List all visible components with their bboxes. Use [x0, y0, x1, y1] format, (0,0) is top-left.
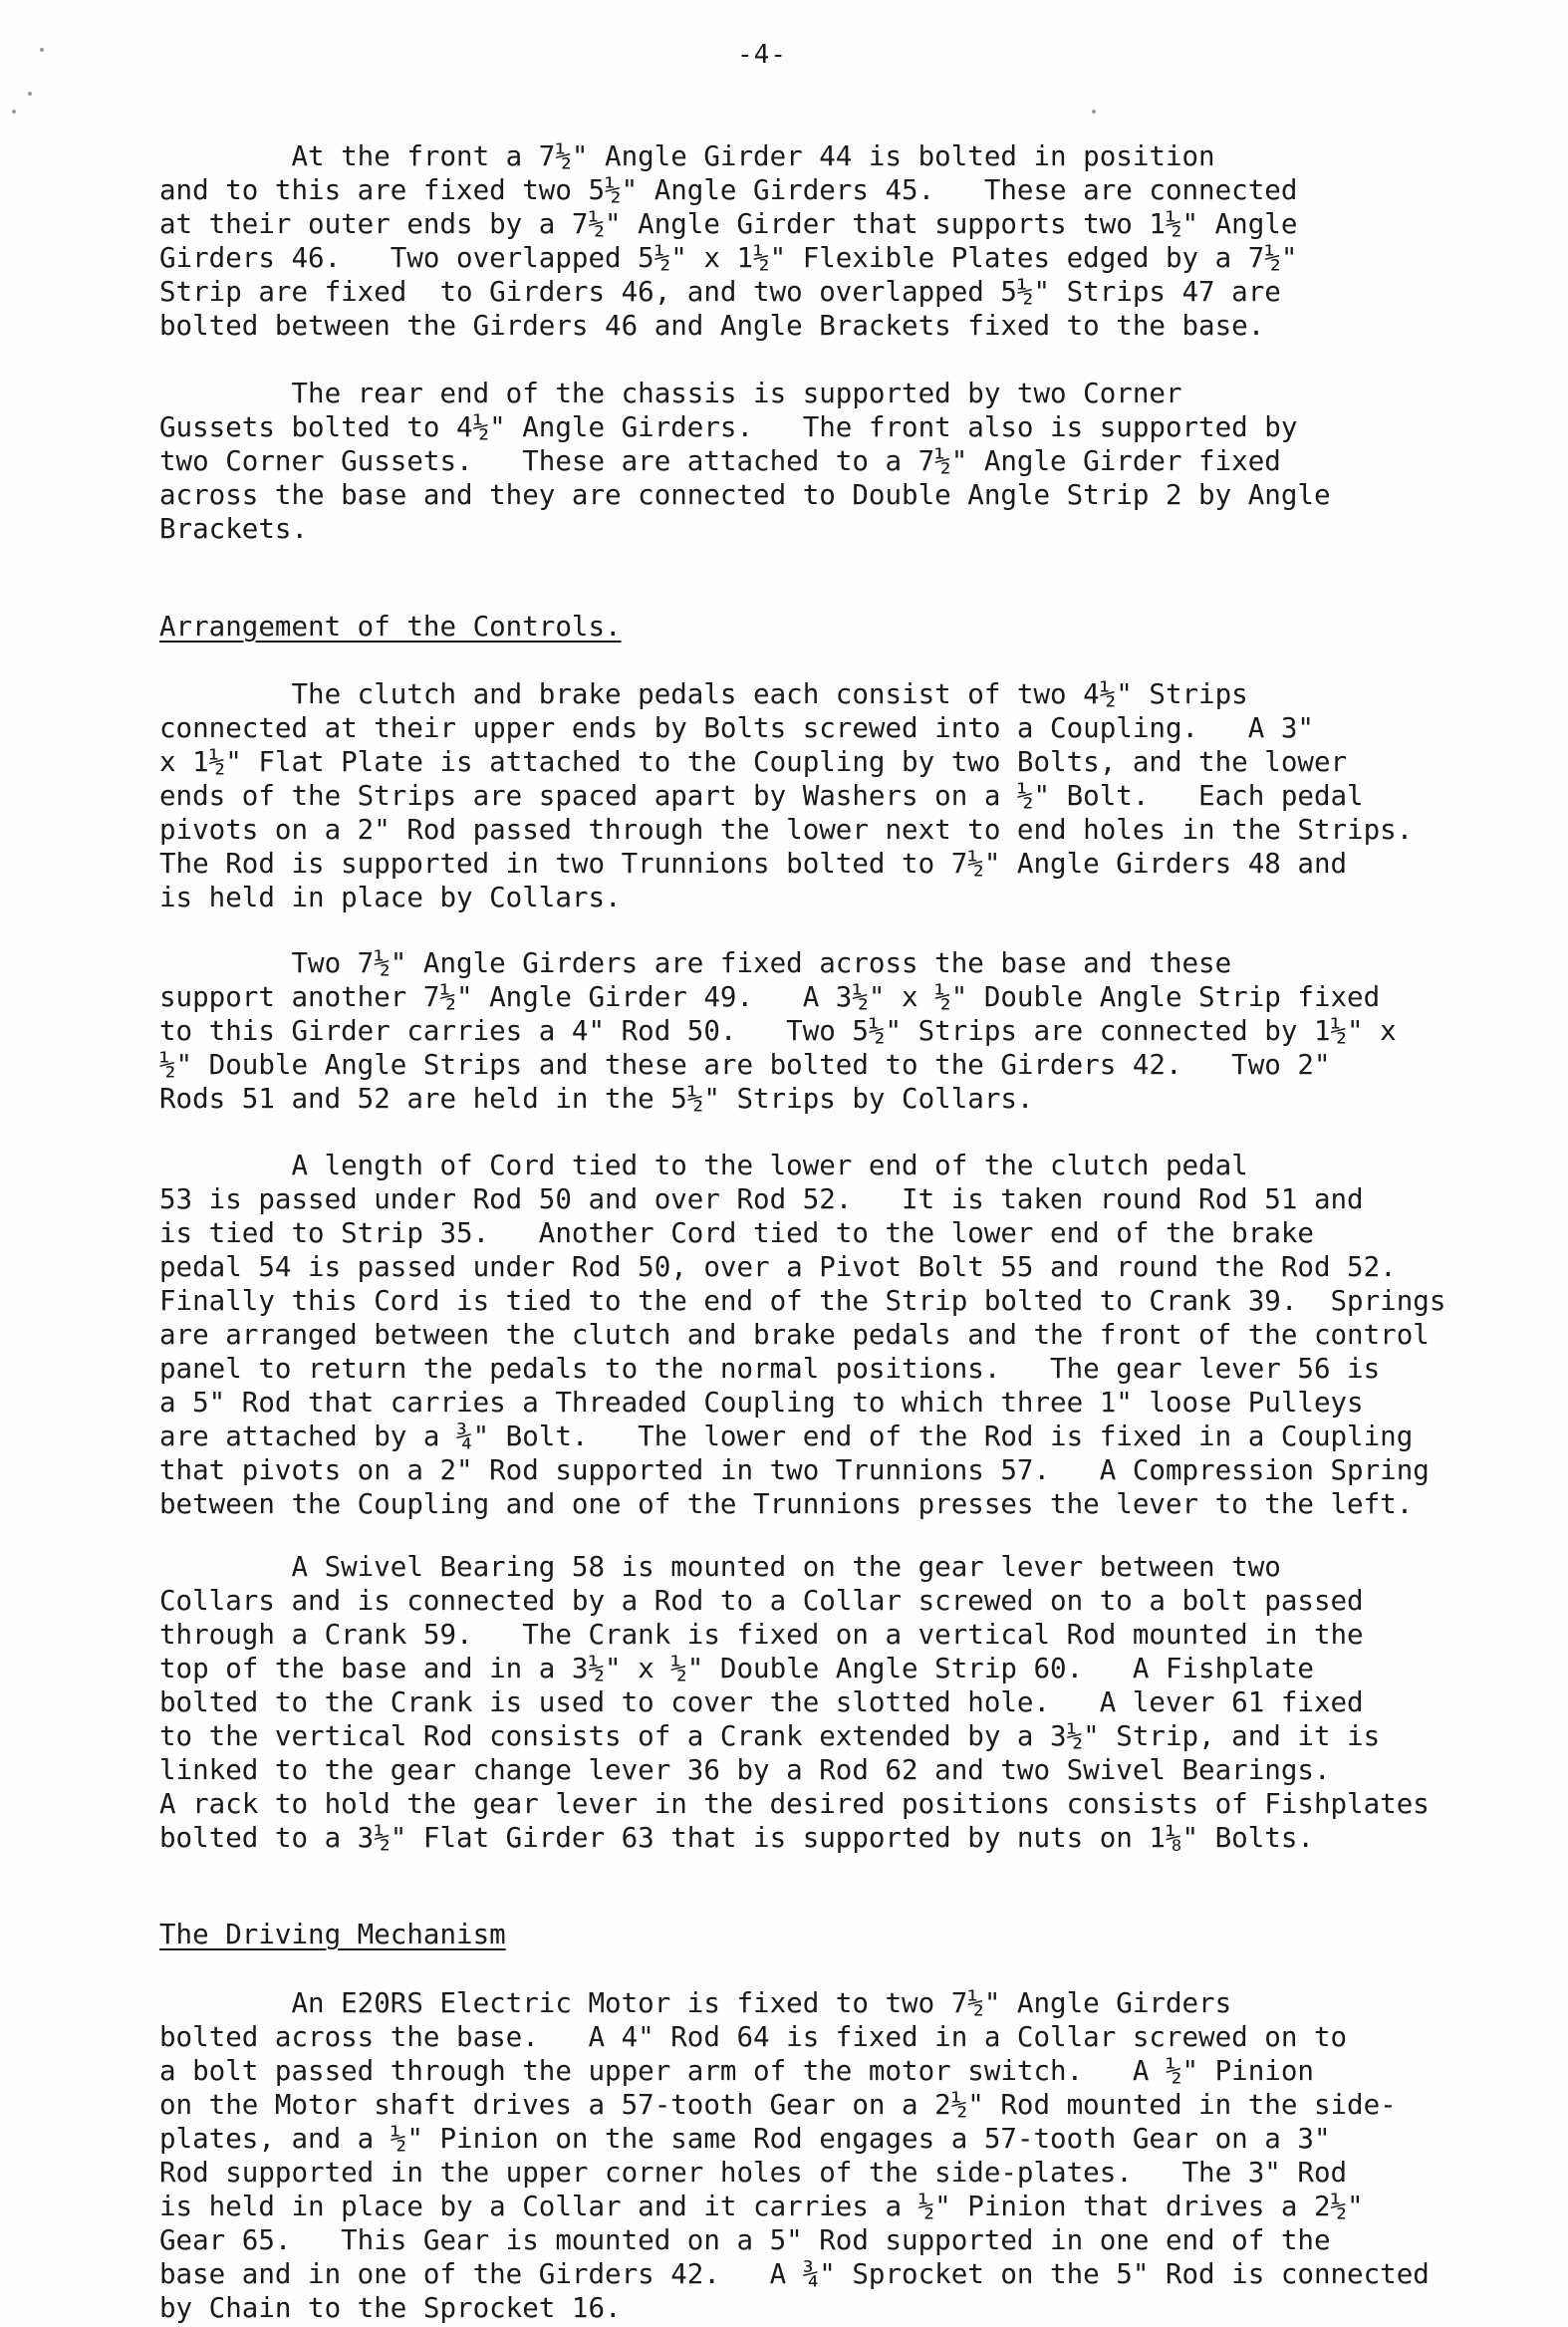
paper-speck	[12, 110, 16, 114]
text-line: Finally this Cord is tied to the end of the Strip bolted to Crank 39. Springs	[159, 1285, 1446, 1317]
text-line: Gussets bolted to 4½" Angle Girders. The front also is supported by	[159, 411, 1298, 443]
text-line: Brackets.	[159, 513, 309, 545]
text-line: ½" Double Angle Strips and these are bolted to the Girders 42. Two 2"	[159, 1049, 1331, 1081]
text-line: and to this are fixed two 5½" Angle Girders 45. These are connected	[159, 174, 1298, 206]
text-line: on the Motor shaft drives a 57-tooth Gear on a 2½" Rod mounted in the side-	[159, 2089, 1397, 2121]
text-line: between the Coupling and one of the Trunnions presses the lever to the left.	[159, 1488, 1414, 1520]
paper-speck	[28, 92, 32, 96]
text-line: is held in place by a Collar and it carries a ½" Pinion that drives a 2½"	[159, 2191, 1364, 2222]
section-heading-driving-mechanism: The Driving Mechanism	[159, 1919, 506, 1950]
text-line: connected at their upper ends by Bolts screwed into a Coupling. A 3"	[159, 712, 1314, 744]
text-line: x 1½" Flat Plate is attached to the Coupling by two Bolts, and the lower	[159, 746, 1348, 778]
paper-speck	[40, 48, 44, 52]
paragraph-front-girders	[159, 139, 1474, 343]
text-line: a 5" Rod that carries a Threaded Coupling to which three 1" loose Pulleys	[159, 1387, 1364, 1419]
text-line: Girders 46. Two overlapped 5½" x 1½" Flexible Plates edged by a 7½"	[159, 242, 1298, 274]
text-line: are arranged between the clutch and brake pedals and the front of the control	[159, 1319, 1430, 1351]
text-line: Two 7½" Angle Girders are fixed across the base and these	[159, 947, 1232, 979]
paragraph-pedals	[159, 677, 1474, 914]
paragraph-swivel-bearing	[159, 1550, 1474, 1855]
text-line: The clutch and brake pedals each consist of two 4½" Strips	[159, 678, 1248, 710]
text-line: that pivots on a 2" Rod supported in two Trunnions 57. A Compression Spring	[159, 1454, 1430, 1486]
text-line: plates, and a ½" Pinion on the same Rod engages a 57-tooth Gear on a 3"	[159, 2123, 1331, 2155]
text-line: Strip are fixed to Girders 46, and two overlapped 5½" Strips 47 are	[159, 276, 1281, 308]
text-line: The Rod is supported in two Trunnions bolted to 7½" Angle Girders 48 and	[159, 848, 1348, 880]
text-line: bolted between the Girders 46 and Angle Brackets fixed to the base.	[159, 310, 1265, 342]
text-line: panel to return the pedals to the normal positions. The gear lever 56 is	[159, 1353, 1381, 1385]
text-line: An E20RS Electric Motor is fixed to two 7½" Angle Girders	[159, 1987, 1232, 2019]
text-line: pivots on a 2" Rod passed through the lower next to end holes in the Strips.	[159, 814, 1414, 846]
text-line: linked to the gear change lever 36 by a Rod 62 and two Swivel Bearings.	[159, 1754, 1331, 1786]
text-line: bolted to a 3½" Flat Girder 63 that is supported by nuts on 1⅛" Bolts.	[159, 1822, 1314, 1854]
text-line: at their outer ends by a 7½" Angle Girder that supports two 1½" Angle	[159, 208, 1298, 240]
text-line: is held in place by Collars.	[159, 882, 622, 913]
paragraph-motor	[159, 1986, 1474, 2325]
text-line: A Swivel Bearing 58 is mounted on the gear lever between two	[159, 1551, 1281, 1583]
text-line: bolted across the base. A 4" Rod 64 is fixed in a Collar screwed on to	[159, 2021, 1348, 2053]
text-line: to this Girder carries a 4" Rod 50. Two 5½" Strips are connected by 1½" x	[159, 1015, 1397, 1047]
text-line: Gear 65. This Gear is mounted on a 5" Rod supported in one end of the	[159, 2224, 1331, 2256]
text-line: bolted to the Crank is used to cover the slotted hole. A lever 61 fixed	[159, 1686, 1364, 1718]
text-line: A length of Cord tied to the lower end of the clutch pedal	[159, 1150, 1248, 1181]
text-line: A rack to hold the gear lever in the desired positions consists of Fishplates	[159, 1788, 1430, 1820]
text-line: is tied to Strip 35. Another Cord tied to the lower end of the brake	[159, 1217, 1314, 1249]
paragraph-cords	[159, 1149, 1474, 1521]
text-line: are attached by a ¾" Bolt. The lower end of the Rod is fixed in a Coupling	[159, 1421, 1414, 1452]
text-line: ends of the Strips are spaced apart by Washers on a ½" Bolt. Each pedal	[159, 780, 1364, 812]
text-line: base and in one of the Girders 42. A ¾" Sprocket on the 5" Rod is connected	[159, 2258, 1430, 2290]
text-line: The rear end of the chassis is supported by two Corner	[159, 378, 1182, 409]
text-line: to the vertical Rod consists of a Crank extended by a 3½" Strip, and it is	[159, 1720, 1381, 1752]
text-line: through a Crank 59. The Crank is fixed on a vertical Rod mounted in the	[159, 1619, 1364, 1651]
paragraph-rear-chassis	[159, 377, 1474, 546]
page-number: -4-	[737, 40, 787, 70]
text-line: across the base and they are connected to Double Angle Strip 2 by Angle	[159, 479, 1331, 511]
text-line: top of the base and in a 3½" x ½" Double Angle Strip 60. A Fishplate	[159, 1653, 1314, 1684]
paper-speck	[1092, 110, 1096, 114]
section-heading-controls: Arrangement of the Controls.	[159, 611, 622, 643]
text-line: Collars and is connected by a Rod to a Collar screwed on to a bolt passed	[159, 1585, 1364, 1617]
text-line: by Chain to the Sprocket 16.	[159, 2292, 622, 2324]
text-line: At the front a 7½" Angle Girder 44 is bolted in position	[159, 140, 1215, 172]
text-line: a bolt passed through the upper arm of the motor switch. A ½" Pinion	[159, 2055, 1314, 2087]
text-line: Rod supported in the upper corner holes of the side-plates. The 3" Rod	[159, 2157, 1348, 2189]
text-line: pedal 54 is passed under Rod 50, over a Pivot Bolt 55 and round the Rod 52.	[159, 1251, 1397, 1283]
text-line: 53 is passed under Rod 50 and over Rod 52. It is taken round Rod 51 and	[159, 1183, 1364, 1215]
text-line: support another 7½" Angle Girder 49. A 3½" x ½" Double Angle Strip fixed	[159, 981, 1381, 1013]
text-line: two Corner Gussets. These are attached to a 7½" Angle Girder fixed	[159, 445, 1281, 477]
paragraph-angle-girders	[159, 946, 1474, 1116]
text-line: Rods 51 and 52 are held in the 5½" Strips by Collars.	[159, 1083, 1034, 1115]
